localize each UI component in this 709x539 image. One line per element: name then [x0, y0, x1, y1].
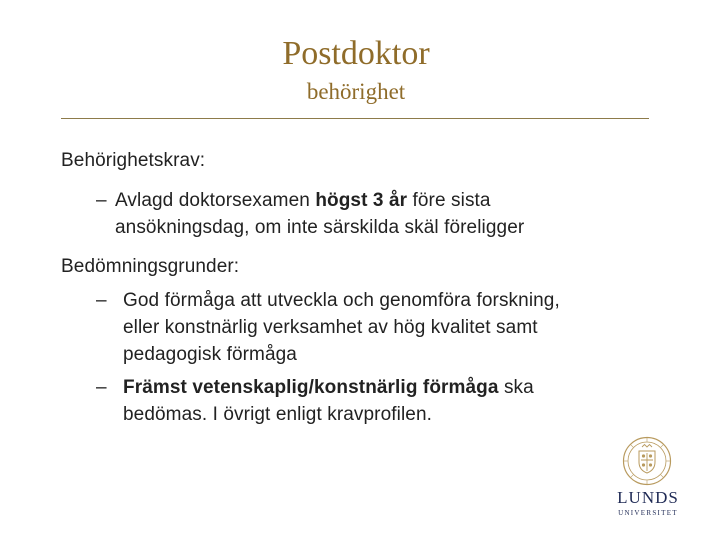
- slide-title: Postdoktor: [282, 35, 430, 72]
- bullet-text-line: pedagogisk förmåga: [123, 344, 297, 365]
- bullet-dash: –: [96, 290, 107, 311]
- slide-subtitle: behörighet: [306, 79, 406, 104]
- bullet-item-doctorate: [96, 187, 636, 241]
- section-heading-requirements: Behörighetskrav:: [61, 150, 206, 171]
- bullet-text: [96, 374, 656, 428]
- university-logo: [608, 436, 688, 526]
- bullet-text-part: Avlagd doktorsexamen: [115, 190, 316, 211]
- logo-wordmark: LUNDS: [617, 488, 679, 507]
- bullet-text-emphasis: högst 3 år: [315, 190, 408, 211]
- bullet-item-scientific: [96, 374, 656, 428]
- section-heading-assessment: Bedömningsgrunder:: [61, 256, 240, 277]
- bullet-text-line: God förmåga att utveckla och genomföra forskning,: [123, 290, 560, 311]
- bullet-text-part: före sista: [407, 190, 491, 211]
- bullet-dash: –: [96, 190, 107, 211]
- bullet-text-part: ska: [498, 377, 534, 398]
- bullet-dash: –: [96, 377, 107, 398]
- bullet-item-ability: [96, 287, 656, 368]
- bullet-text-line: ansökningsdag, om inte särskilda skäl föreligger: [115, 217, 525, 238]
- bullet-text-line: eller konstnärlig verksamhet av hög kvalitet samt: [123, 317, 538, 338]
- bullet-text: [96, 287, 656, 368]
- university-seal-icon: [622, 436, 672, 486]
- bullet-text-emphasis: Främst vetenskaplig/konstnärlig förmåga: [123, 377, 499, 398]
- title-divider: [61, 118, 649, 119]
- bullet-text: [96, 187, 636, 241]
- bullet-text-line: bedömas. I övrigt enligt kravprofilen.: [123, 404, 433, 425]
- logo-subtitle: UNIVERSITET: [618, 509, 678, 517]
